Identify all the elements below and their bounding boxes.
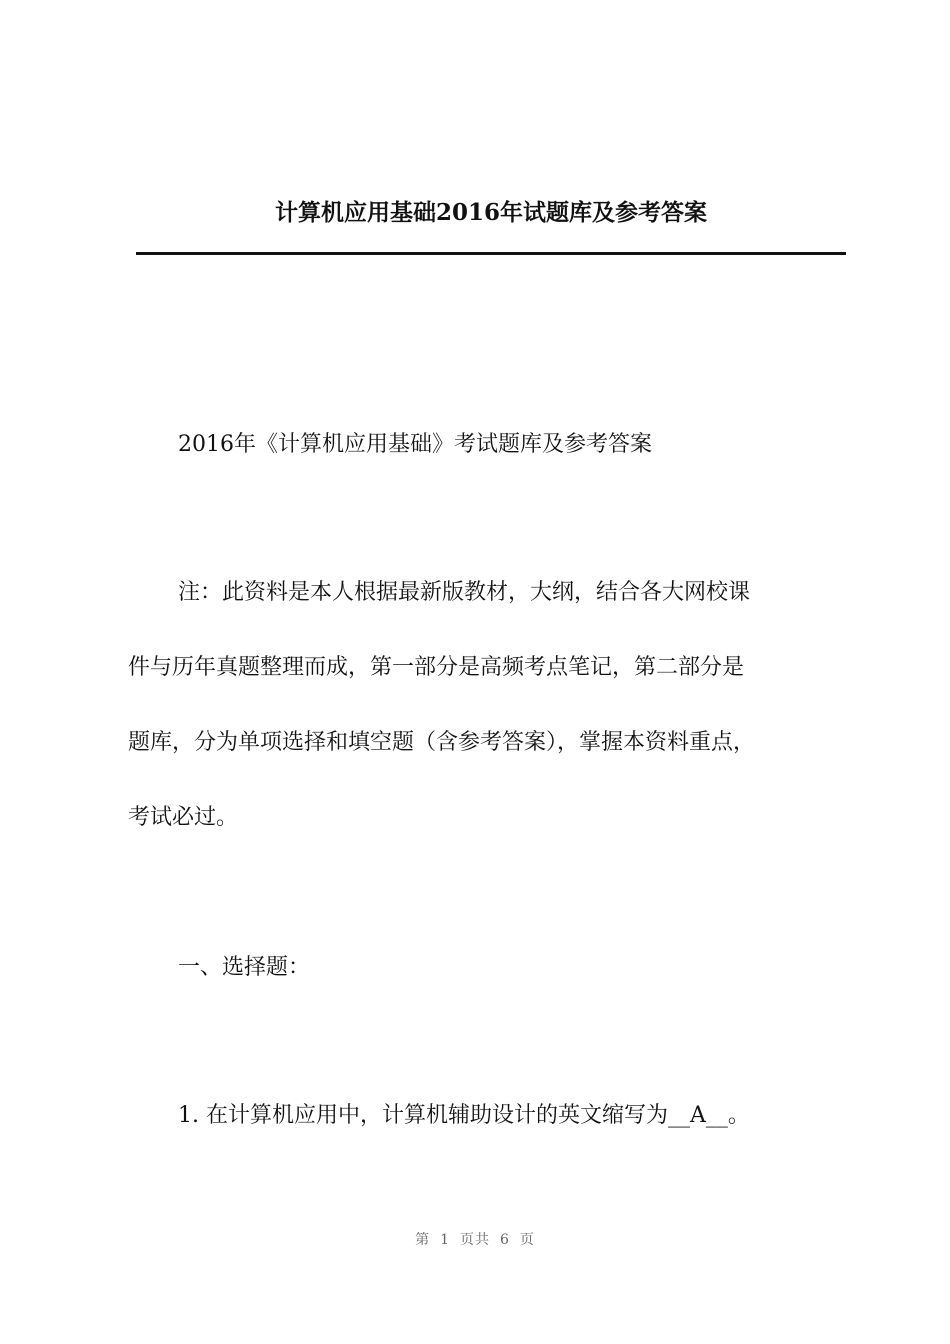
footer-current-page: 1 — [440, 1232, 450, 1248]
note-line: 题库，分为单项选择和填空题（含参考答案），掌握本资料重点， — [128, 730, 756, 755]
document-title: 计算机应用基础2016年试题库及参考答案 — [274, 199, 707, 226]
document-subtitle: 2016年《计算机应用基础》考试题库及参考答案 — [178, 432, 652, 457]
question-item: 1. 在计算机应用中，计算机辅助设计的英文缩写为__A__。 — [178, 1103, 750, 1128]
title-underline — [136, 252, 846, 255]
section-heading: 一、选择题： — [178, 955, 311, 980]
note-line: 件与历年真题整理而成，第一部分是高频考点笔记，第二部分是 — [128, 655, 745, 680]
footer-prefix: 第 — [415, 1232, 431, 1248]
note-line: 考试必过。 — [128, 805, 239, 830]
footer-middle: 页共 — [460, 1232, 490, 1248]
footer-total-pages: 6 — [500, 1232, 510, 1248]
footer-suffix: 页 — [519, 1232, 535, 1248]
note-line: 注：此资料是本人根据最新版教材，大纲，结合各大网校课 — [178, 580, 751, 605]
page-footer — [0, 1229, 950, 1249]
